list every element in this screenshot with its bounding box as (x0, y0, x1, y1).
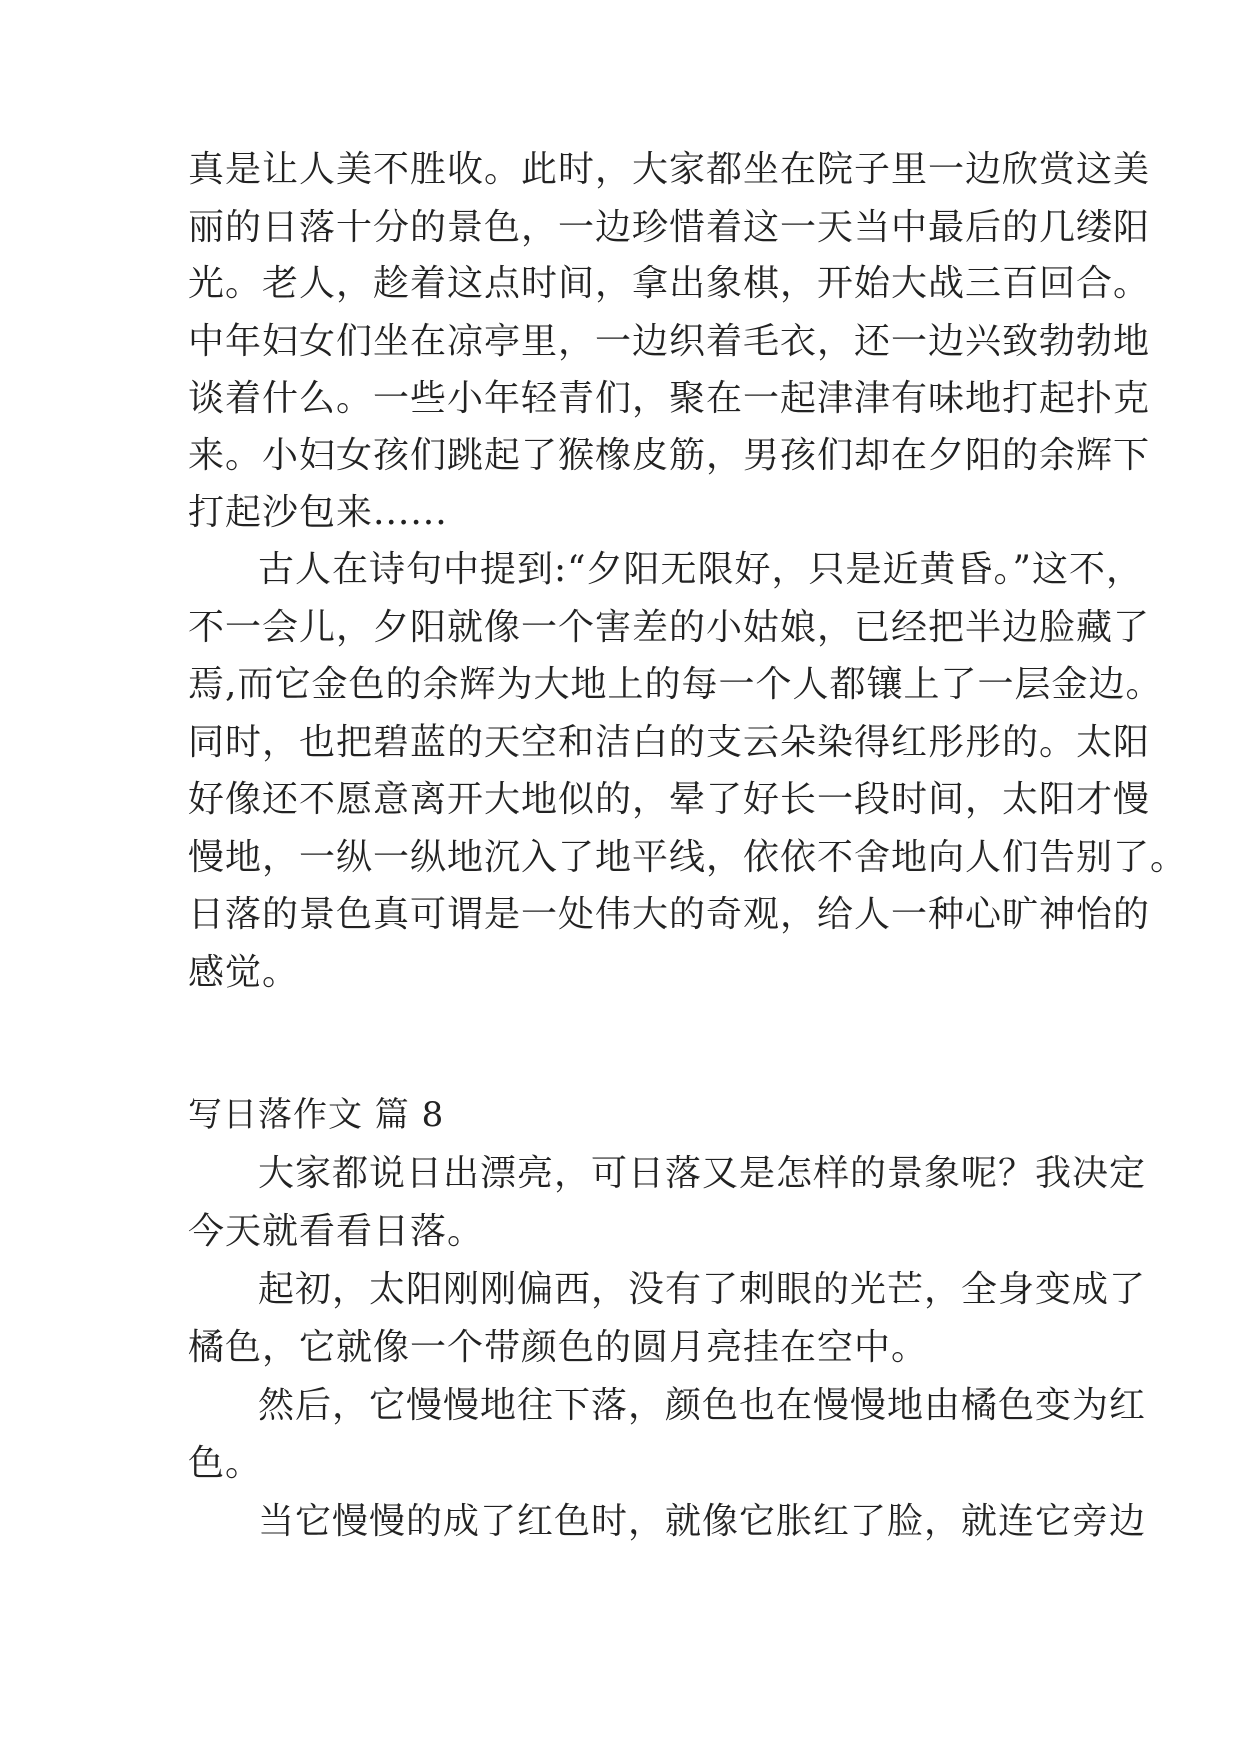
paragraph-6-line-1: 当它慢慢的成了红色时，就像它胀红了脸，就连它旁边 (258, 1501, 1147, 1542)
paragraph-2-line-5: 好像还不愿意离开大地似的，晕了好长一段时间，太阳才慢 (188, 779, 1151, 820)
paragraph-3-line-2: 今天就看看日落。 (188, 1211, 485, 1252)
section-heading: 写日落作文 篇 8 (188, 1095, 445, 1135)
paragraph-2-line-2: 不一会儿，夕阳就像一个害差的小姑娘，已经把半边脸藏了 (188, 607, 1151, 648)
paragraph-2-line-7: 日落的景色真可谓是一处伟大的奇观，给人一种心旷神怡的 (188, 894, 1151, 935)
paragraph-1-line-6: 来。小妇女孩们跳起了猴橡皮筋，男孩们却在夕阳的余辉下 (188, 435, 1151, 476)
paragraph-2-line-3: 焉,而它金色的余辉为大地上的每一个人都镶上了一层金边。 (188, 664, 1163, 705)
paragraph-5-line-2: 色。 (188, 1443, 263, 1484)
paragraph-4-line-1: 起初，太阳刚刚偏西，没有了刺眼的光芒，全身变成了 (258, 1269, 1147, 1310)
paragraph-1-line-7: 打起沙包来...... (188, 492, 448, 533)
paragraph-3-line-1: 大家都说日出漂亮，可日落又是怎样的景象呢？我决定 (258, 1153, 1147, 1194)
paragraph-1-line-1: 真是让人美不胜收。此时，大家都坐在院子里一边欣赏这美 (188, 149, 1151, 190)
paragraph-1-line-2: 丽的日落十分的景色，一边珍惜着这一天当中最后的几缕阳 (188, 207, 1151, 248)
paragraph-1-line-3: 光。老人，趁着这点时间，拿出象棋，开始大战三百回合。 (188, 263, 1151, 304)
paragraph-2-line-8: 感觉。 (188, 952, 300, 993)
paragraph-2-line-4: 同时，也把碧蓝的天空和洁白的支云朵染得红彤彤的。太阳 (188, 722, 1151, 763)
document-page (188, 0, 1188, 1754)
paragraph-1-line-4: 中年妇女们坐在凉亭里，一边织着毛衣，还一边兴致勃勃地 (188, 321, 1151, 362)
paragraph-4-line-2: 橘色，它就像一个带颜色的圆月亮挂在空中。 (188, 1327, 929, 1368)
paragraph-2-line-1: 古人在诗句中提到:“夕阳无限好，只是近黄昏。”这不， (258, 549, 1143, 590)
paragraph-5-line-1: 然后，它慢慢地往下落，颜色也在慢慢地由橘色变为红 (258, 1385, 1147, 1426)
paragraph-1-line-5: 谈着什么。一些小年轻青们，聚在一起津津有味地打起扑克 (188, 378, 1151, 419)
paragraph-2-line-6: 慢地，一纵一纵地沉入了地平线，依依不舍地向人们告别了。 (188, 837, 1188, 878)
